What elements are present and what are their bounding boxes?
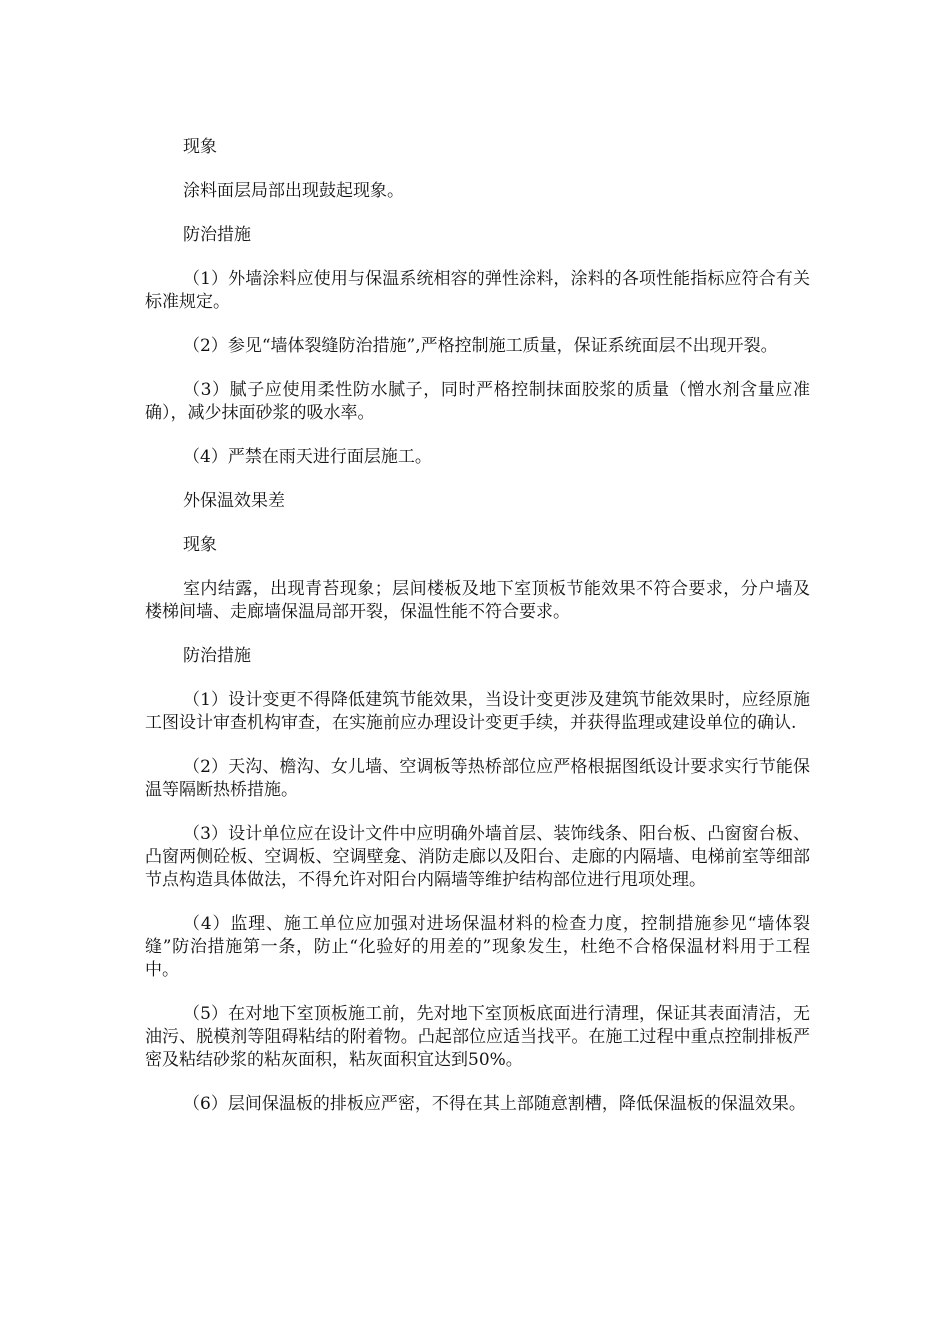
document-body bbox=[145, 136, 810, 1116]
heading-prevention-measures: 防治措施 bbox=[183, 225, 251, 245]
insulation-measure-5: （5）在对地下室顶板施工前，先对地下室顶板底面进行清理，保证其表面清洁，无油污、脱模剂等阻碍粘结的附着物。凸起部位应适当找平。在施工过程中重点控制排板严密及粘结砂浆的粘灰面积，粘灰面积宜达到50%。 bbox=[145, 1004, 810, 1070]
insulation-measure-2: （2）天沟、檐沟、女儿墙、空调板等热桥部位应严格根据图纸设计要求实行节能保温等隔断热桥措施。 bbox=[145, 757, 810, 800]
measure-2: （2）参见“墙体裂缝防治措施”,严格控制施工质量，保证系统面层不出现开裂。 bbox=[183, 336, 778, 356]
measure-3: （3）腻子应使用柔性防水腻子，同时严格控制抹面胶浆的质量（憎水剂含量应准确），减少抹面砂浆的吸水率。 bbox=[145, 380, 810, 423]
insulation-measure-1: （1）设计变更不得降低建筑节能效果，当设计变更涉及建筑节能效果时，应经原施工图设计审查机构审查，在实施前应办理设计变更手续，并获得监理或建设单位的确认. bbox=[145, 690, 810, 733]
measure-1: （1）外墙涂料应使用与保温系统相容的弹性涂料，涂料的各项性能指标应符合有关标准规定。 bbox=[145, 269, 810, 312]
insulation-measure-3: （3）设计单位应在设计文件中应明确外墙首层、装饰线条、阳台板、凸窗窗台板、凸窗两侧砼板、空调板、空调壁龛、消防走廊以及阳台、走廊的内隔墙、电梯前室等细部节点构造具体做法，不得允许对阳台内隔墙等维护结构部位进行甩项处理。 bbox=[145, 824, 810, 890]
section-heading-insulation: 外保温效果差 bbox=[183, 491, 285, 511]
paragraph-phenomenon-text-2: 室内结露，出现青苔现象；层间楼板及地下室顶板节能效果不符合要求，分户墙及楼梯间墙、走廊墙保温局部开裂，保温性能不符合要求。 bbox=[145, 579, 810, 622]
paragraph-phenomenon-text: 涂料面层局部出现鼓起现象。 bbox=[183, 181, 404, 201]
heading-prevention-measures-2: 防治措施 bbox=[183, 646, 251, 666]
insulation-measure-4: （4）监理、施工单位应加强对进场保温材料的检查力度，控制措施参见“墙体裂缝”防治措施第一条，防止“化验好的用差的”现象发生，杜绝不合格保温材料用于工程中。 bbox=[145, 914, 810, 980]
insulation-measure-6: （6）层间保温板的排板应严密，不得在其上部随意割槽，降低保温板的保温效果。 bbox=[183, 1094, 806, 1114]
heading-phenomenon: 现象 bbox=[183, 137, 217, 157]
heading-phenomenon-2: 现象 bbox=[183, 535, 217, 555]
measure-4: （4）严禁在雨天进行面层施工。 bbox=[183, 447, 432, 467]
